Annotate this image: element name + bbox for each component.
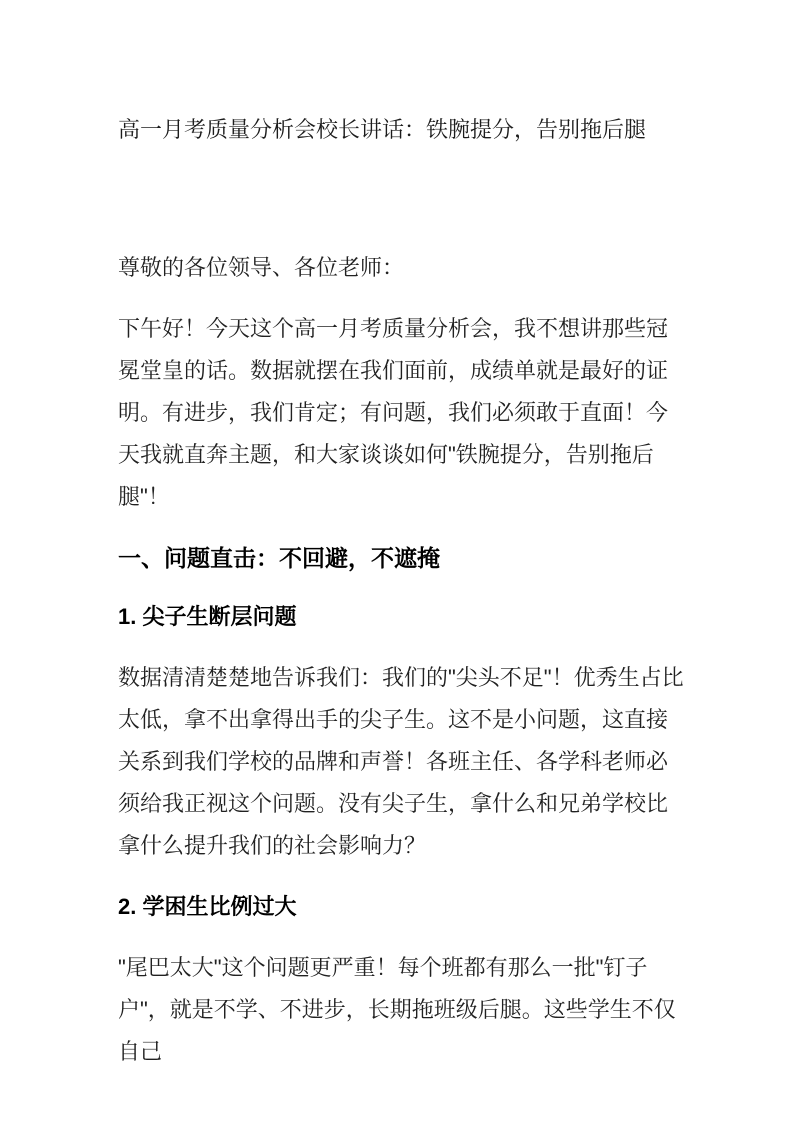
salutation: 尊敬的各位领导、各位老师： (118, 255, 405, 280)
subsection-1-heading: 1. 尖子生断层问题 (118, 604, 297, 629)
subsection-1-body: 数据清清楚楚地告诉我们：我们的"尖头不足"！优秀生占比太低，拿不出拿得出手的尖子生。这不是小问题，这直接关系到我们学校的品牌和声誉！各班主任、各学科老师必须给我正视这个问题。没有尖子生，拿什么和兄弟学校比拿什么提升我们的社会影响力？ (118, 665, 684, 858)
subsection-2-heading: 2. 学困生比例过大 (118, 894, 297, 919)
subsection-2-body: "尾巴太大"这个问题更严重！每个班都有那么一批"钉子户"，就是不学、不进步，长期拖班级后腿。这些学生不仅自己 (118, 955, 676, 1064)
document-title: 高一月考质量分析会校长讲话：铁腕提分，告别拖后腿 (118, 117, 647, 142)
section-1-heading: 一、问题直击：不回避，不遮掩 (118, 545, 440, 571)
intro-paragraph: 下午好！今天这个高一月考质量分析会，我不想讲那些冠冕堂皇的话。数据就摆在我们面前，成绩单就是最好的证明。有进步，我们肯定；有问题，我们必须敢于直面！今天我就直奔主题，和大家谈谈如何"铁腕提分，告别拖后腿"！ (118, 316, 669, 509)
